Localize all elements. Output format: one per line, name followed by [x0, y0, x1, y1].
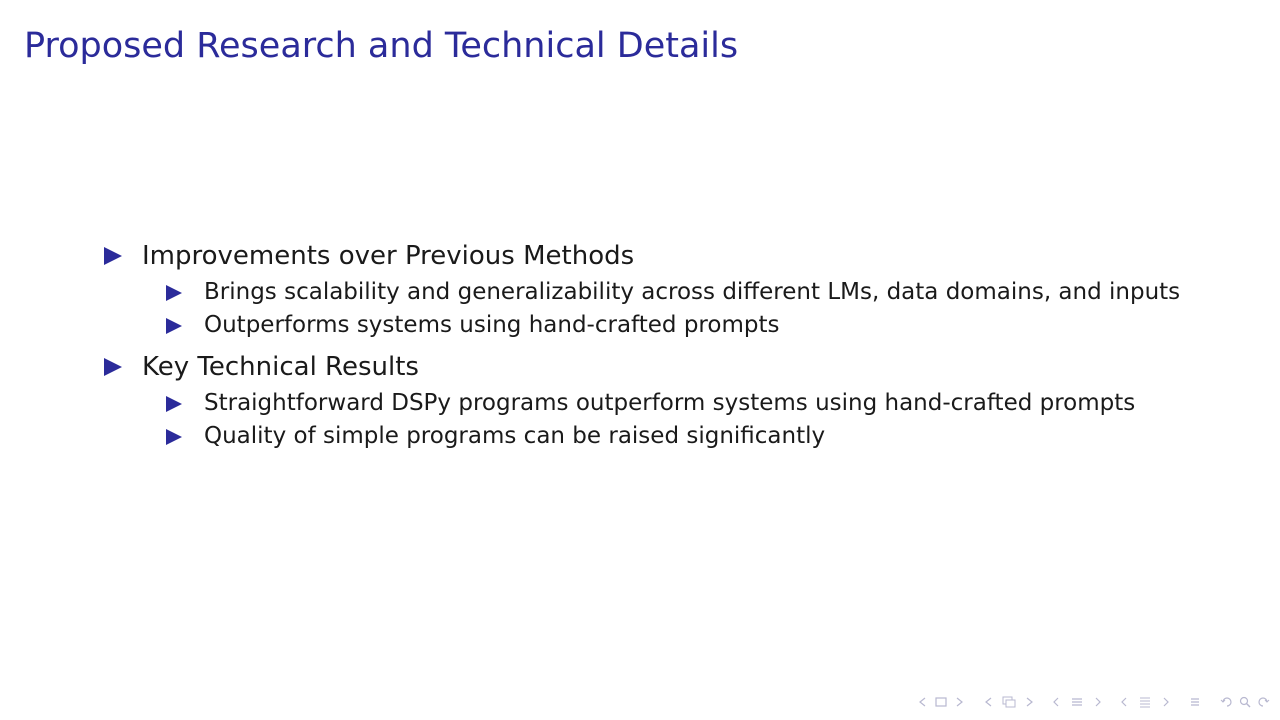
sub-bullet-list: [166, 276, 1254, 342]
nav-next-section-icon[interactable]: [1156, 695, 1170, 709]
sub-bullet-item: [166, 387, 1254, 420]
bullet-text: Key Technical Results: [142, 352, 419, 382]
bullet-item: [104, 347, 1254, 453]
nav-search-icon[interactable]: [1238, 695, 1252, 709]
nav-subsection-icon[interactable]: [1070, 695, 1084, 709]
nav-prev-section-icon[interactable]: [1120, 695, 1134, 709]
sub-bullet-item: [166, 276, 1254, 309]
nav-prev-subsection-icon[interactable]: [1052, 695, 1066, 709]
bullet-list: [104, 236, 1254, 453]
triangle-bullet-icon: [166, 318, 182, 334]
sub-bullet-list: [166, 387, 1254, 453]
sub-bullet-item: [166, 309, 1254, 342]
nav-forward-icon[interactable]: [1256, 695, 1270, 709]
sub-bullet-item: [166, 420, 1254, 453]
nav-next-subsection-icon[interactable]: [1088, 695, 1102, 709]
triangle-bullet-icon: [104, 247, 122, 265]
nav-prev-frame-icon[interactable]: [984, 695, 998, 709]
triangle-bullet-icon: [166, 429, 182, 445]
nav-frame-icon[interactable]: [1002, 695, 1016, 709]
triangle-bullet-icon: [166, 396, 182, 412]
bullet-item: [104, 236, 1254, 342]
nav-next-slide-icon[interactable]: [952, 695, 966, 709]
nav-slide-icon[interactable]: [934, 695, 948, 709]
sub-bullet-text: Brings scalability and generalizability across different LMs, data domains, and inputs: [204, 279, 1181, 305]
sub-bullet-text: Straightforward DSPy programs outperform systems using hand-crafted prompts: [204, 390, 1136, 416]
slide-title: Proposed Research and Technical Details: [24, 26, 739, 66]
sub-bullet-text: Outperforms systems using hand-crafted prompts: [204, 312, 780, 338]
nav-section-icon[interactable]: [1138, 695, 1152, 709]
sub-bullet-text: Quality of simple programs can be raised significantly: [204, 423, 826, 449]
nav-next-frame-icon[interactable]: [1020, 695, 1034, 709]
slide-content: [104, 236, 1254, 458]
nav-appendix-icon[interactable]: [1188, 695, 1202, 709]
triangle-bullet-icon: [166, 285, 182, 301]
nav-prev-slide-icon[interactable]: [916, 695, 930, 709]
beamer-navigation-bar: [916, 694, 1270, 710]
nav-back-icon[interactable]: [1220, 695, 1234, 709]
triangle-bullet-icon: [104, 358, 122, 376]
bullet-text: Improvements over Previous Methods: [142, 241, 635, 271]
